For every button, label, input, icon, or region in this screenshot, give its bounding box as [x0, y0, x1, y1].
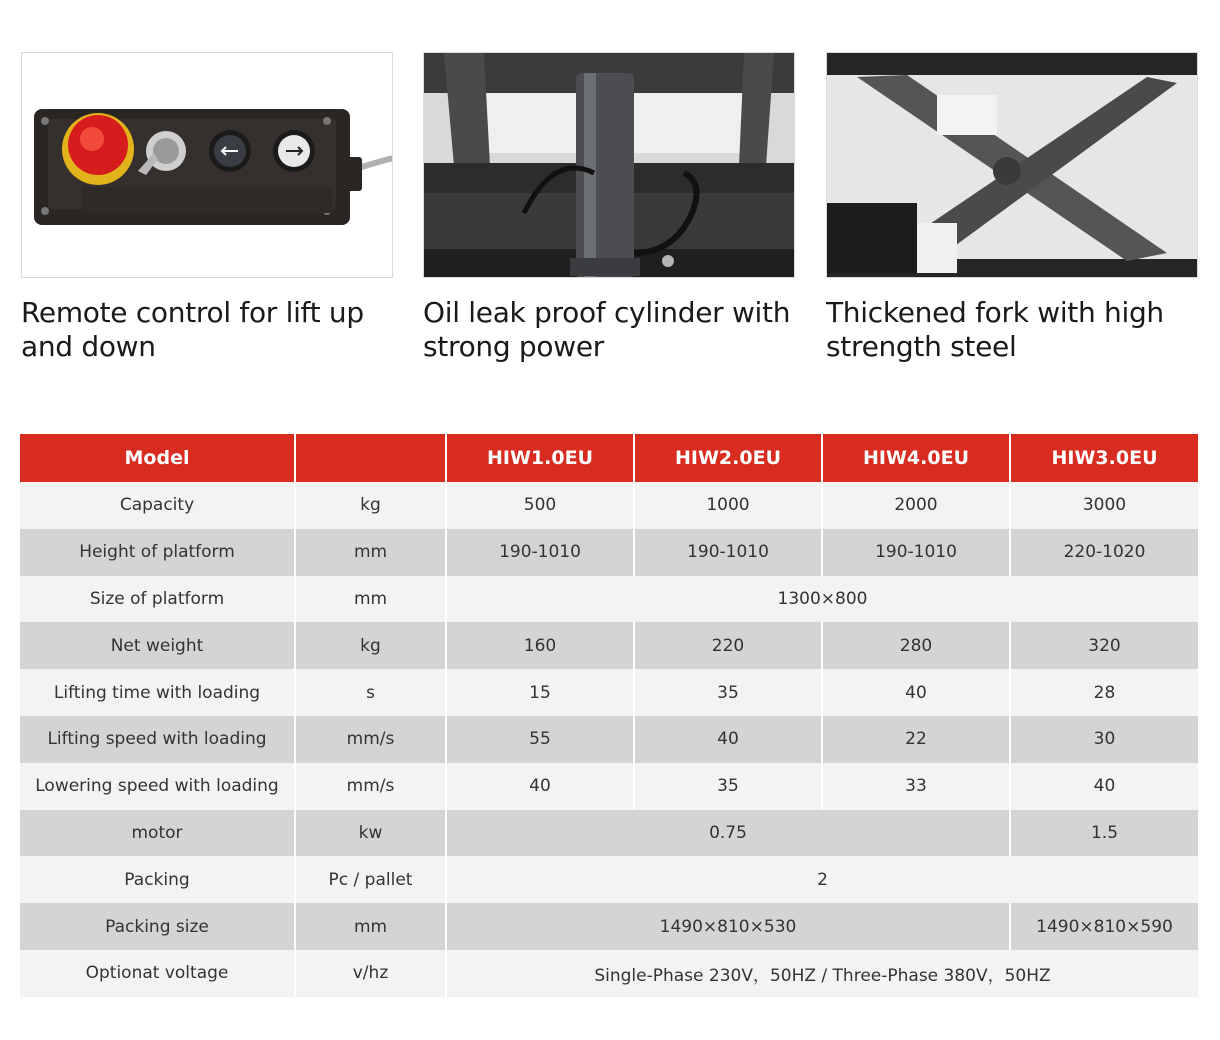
fork-photo [826, 52, 1198, 278]
row-value: 0.75 [446, 810, 1010, 857]
row-unit: mm [295, 576, 446, 623]
row-unit: mm/s [295, 716, 446, 763]
row-unit: kg [295, 622, 446, 669]
row-value: 35 [634, 669, 822, 716]
feature-caption: Thickened fork with high strength steel [826, 296, 1164, 363]
row-value: 190-1010 [634, 529, 822, 576]
table-row [20, 950, 1198, 997]
cylinder-photo [423, 52, 795, 278]
row-value: 22 [822, 716, 1010, 763]
remote-control-icon [22, 53, 393, 278]
feature-caption: Remote control for lift up and down [21, 296, 364, 363]
row-unit: kg [295, 482, 446, 529]
header-model-2: HIW2.0EU [634, 434, 822, 482]
row-value: 55 [446, 716, 634, 763]
row-value: 35 [634, 763, 822, 810]
spec-table [20, 434, 1198, 997]
row-label: Packing [20, 856, 295, 903]
table-row [20, 669, 1198, 716]
row-label: Lifting time with loading [20, 669, 295, 716]
header-model-3: HIW4.0EU [822, 434, 1010, 482]
row-value: 1.5 [1010, 810, 1198, 857]
table-row [20, 856, 1198, 903]
row-label: Optionat voltage [20, 950, 295, 997]
row-value: 500 [446, 482, 634, 529]
table-row [20, 716, 1198, 763]
row-value: 160 [446, 622, 634, 669]
feature-fork [826, 52, 1198, 364]
row-value: 190-1010 [446, 529, 634, 576]
row-unit: v/hz [295, 950, 446, 997]
table-row [20, 810, 1198, 857]
row-value: 15 [446, 669, 634, 716]
row-label: Packing size [20, 903, 295, 950]
row-unit: Pc / pallet [295, 856, 446, 903]
row-label: Height of platform [20, 529, 295, 576]
feature-cylinder [423, 52, 795, 364]
row-value: 220-1020 [1010, 529, 1198, 576]
table-header-row [20, 434, 1198, 482]
row-unit: mm [295, 529, 446, 576]
row-value: 2000 [822, 482, 1010, 529]
row-value: 3000 [1010, 482, 1198, 529]
row-value: 1490×810×590 [1010, 903, 1198, 950]
table-row [20, 482, 1198, 529]
remote-control-photo [21, 52, 393, 278]
row-value: 1490×810×530 [446, 903, 1010, 950]
feature-caption: Oil leak proof cylinder with strong power [423, 296, 791, 363]
header-model-1: HIW1.0EU [446, 434, 634, 482]
table-row [20, 622, 1198, 669]
feature-remote-control [21, 52, 393, 364]
row-value: 1300×800 [446, 576, 1198, 623]
row-value: 2 [446, 856, 1198, 903]
row-label: Lowering speed with loading [20, 763, 295, 810]
header-model-4: HIW3.0EU [1010, 434, 1198, 482]
row-unit: kw [295, 810, 446, 857]
header-unit [295, 434, 446, 482]
row-unit: mm/s [295, 763, 446, 810]
row-value: 1000 [634, 482, 822, 529]
table-row [20, 763, 1198, 810]
row-value: 28 [1010, 669, 1198, 716]
row-value: 40 [1010, 763, 1198, 810]
row-label: Size of platform [20, 576, 295, 623]
table-row [20, 903, 1198, 950]
row-value: 30 [1010, 716, 1198, 763]
row-unit: s [295, 669, 446, 716]
row-value: 280 [822, 622, 1010, 669]
header-model: Model [20, 434, 295, 482]
table-row [20, 576, 1198, 623]
scissor-fork-icon [827, 53, 1198, 278]
row-value: 320 [1010, 622, 1198, 669]
row-value: 33 [822, 763, 1010, 810]
row-value: 220 [634, 622, 822, 669]
row-label: motor [20, 810, 295, 857]
hydraulic-cylinder-icon [424, 53, 795, 278]
row-value: 190-1010 [822, 529, 1010, 576]
row-value: Single-Phase 230V，50HZ / Three-Phase 380V，50HZ [446, 950, 1198, 997]
row-value: 40 [634, 716, 822, 763]
row-unit: mm [295, 903, 446, 950]
row-label: Lifting speed with loading [20, 716, 295, 763]
row-label: Capacity [20, 482, 295, 529]
row-value: 40 [822, 669, 1010, 716]
row-value: 40 [446, 763, 634, 810]
row-label: Net weight [20, 622, 295, 669]
table-row [20, 529, 1198, 576]
